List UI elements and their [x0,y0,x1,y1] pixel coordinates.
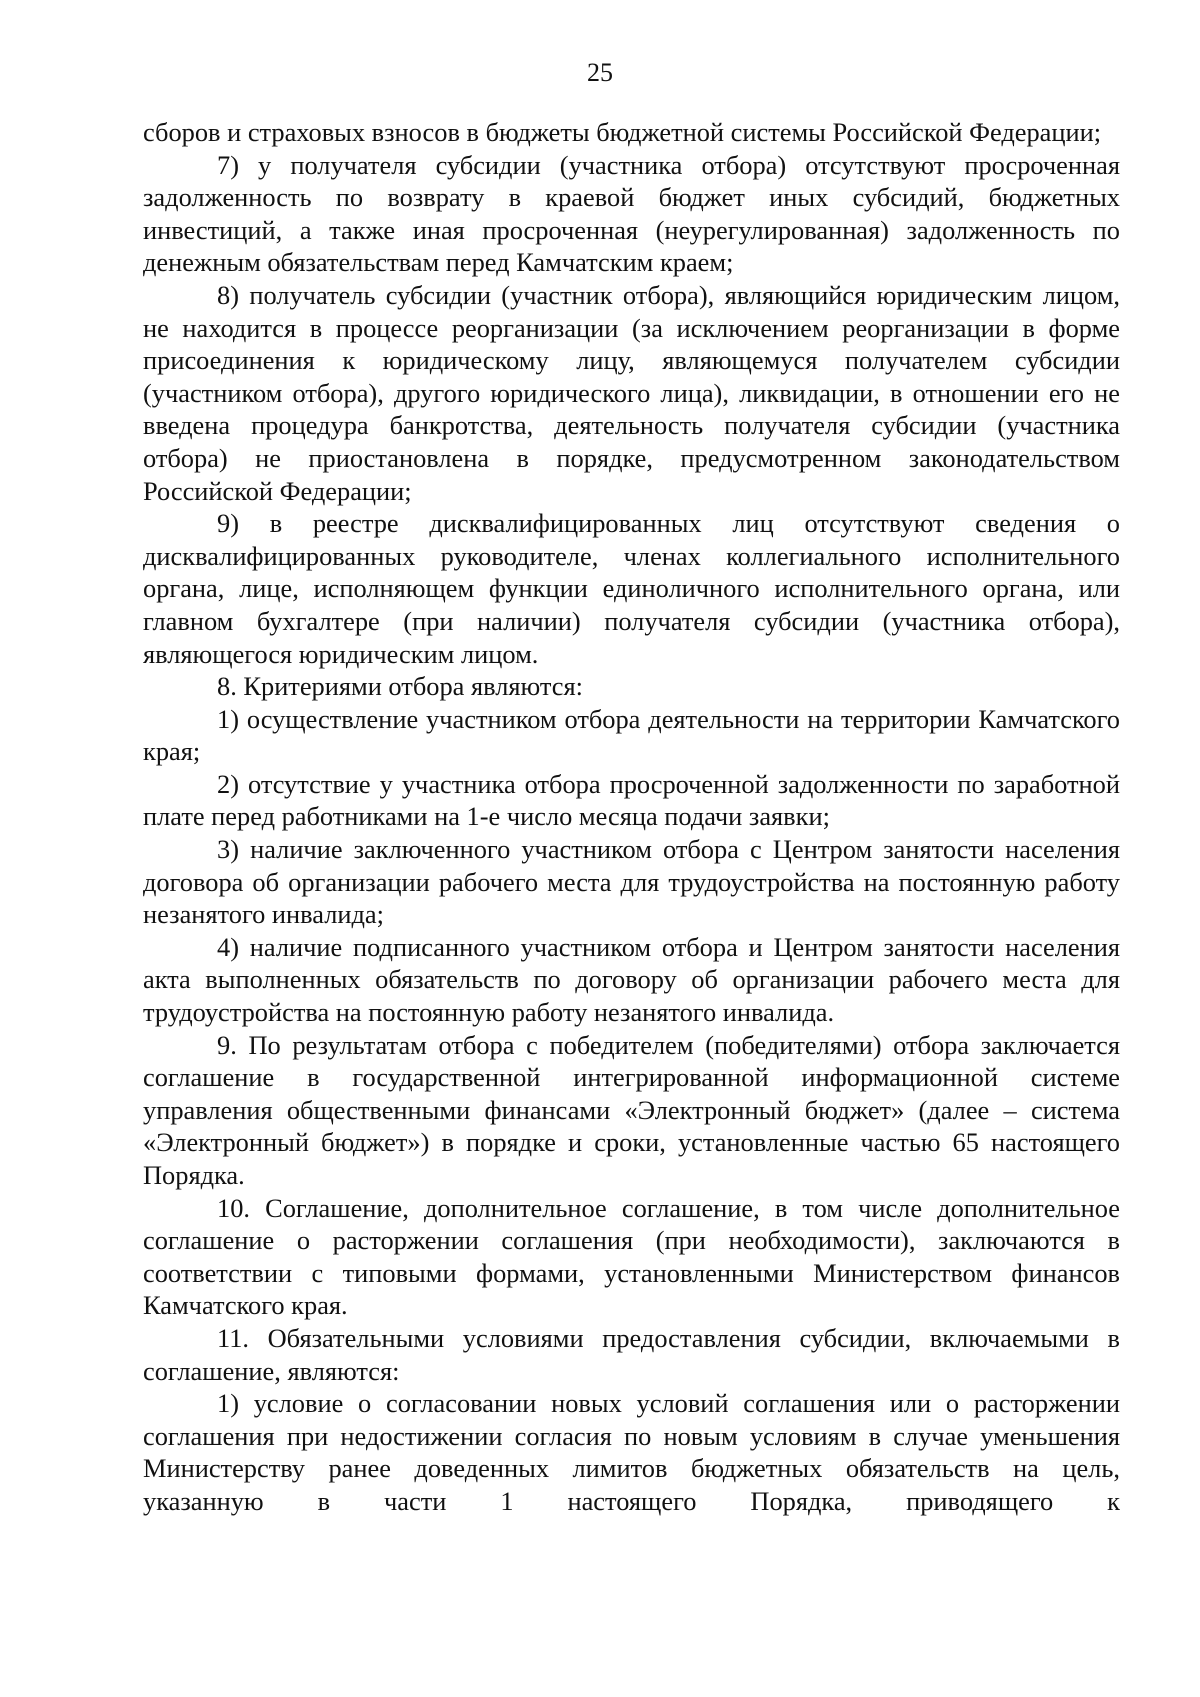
paragraph-criterion-3: 3) наличие заключенного участником отбора с Центром занятости населения договора об организации рабочего места для трудоустройства на постоянную работу незанятого инвалида; [143,834,1120,930]
paragraph-section-8: 8. Критериями отбора являются: [217,671,583,702]
page-number: 25 [587,58,613,87]
paragraph-item-9: 9) в реестре дисквалифицированных лиц отсутствуют сведения о дисквалифицированных руководителе, членах коллегиального исполнительного органа, лице, исполняющем функции единоличного исполнительного органа, или главном бухгалтере (при наличии) получателя субсидии (участника отбора), являющегося юридическим лицом. [143,508,1120,669]
paragraph-0: сборов и страховых взносов в бюджеты бюджетной системы Российской Федерации; [143,117,1102,147]
paragraph-condition-1: 1) условие о согласовании новых условий соглашения или о расторжении соглашения при недостижении согласия по новым условиям в случае уменьшения Министерству ранее доведенных лимитов бюджетных обязательств на цель, указанную в части 1 настоящего Порядка, приводящего к [143,1388,1120,1516]
paragraph-item-7: 7) у получателя субсидии (участника отбора) отсутствуют просроченная задолженность по возврату в краевой бюджет иных субсидий, бюджетных инвестиций, а также иная просроченная (неурегулированная) задолженность по денежным обязательствам перед Камчатским краем; [143,149,1120,278]
paragraph-criterion-4: 4) наличие подписанного участником отбора и Центром занятости населения акта выполненных обязательств по договору об организации рабочего места для трудоустройства на постоянную работу незанятого инвалида. [143,931,1120,1028]
paragraph-item-8: 8) получатель субсидии (участник отбора), являющийся юридическим лицом, не находится в процессе реорганизации (за исключением реорганизации в форме присоединения к юридическому лицу, являющемуся получателем субсидии (участником отбора), другого юридического лица), ликвидации, в отношении его не введена процедура банкротства, деятельность получателя субсидии (участника отбора) не приостановлена в порядке, предусмотренном законодательством Российской Федерации; [143,279,1120,506]
paragraph-section-11: 11. Обязательными условиями предоставления субсидии, включаемыми в соглашение, являются: [143,1322,1120,1386]
paragraph-criterion-2: 2) отсутствие у участника отбора просроченной задолженности по заработной плате перед работниками на 1-е число месяца подачи заявки; [143,768,1120,832]
document-body [143,116,1120,1518]
paragraph-criterion-1: 1) осуществление участником отбора деятельности на территории Камчатского края; [143,703,1120,767]
paragraph-section-10: 10. Соглашение, дополнительное соглашение, в том числе дополнительное соглашение о расторжении соглашения (при необходимости), заключаются в соответствии с типовыми формами, установленными Министерством финансов Камчатского края. [143,1192,1120,1321]
paragraph-section-9: 9. По результатам отбора с победителем (победителями) отбора заключается соглашение в государственной интегрированной информационной системе управления общественными финансами «Электронный бюджет» (далее – система «Электронный бюджет») в порядке и сроки, установленные частью 65 настоящего Порядка. [143,1029,1120,1190]
